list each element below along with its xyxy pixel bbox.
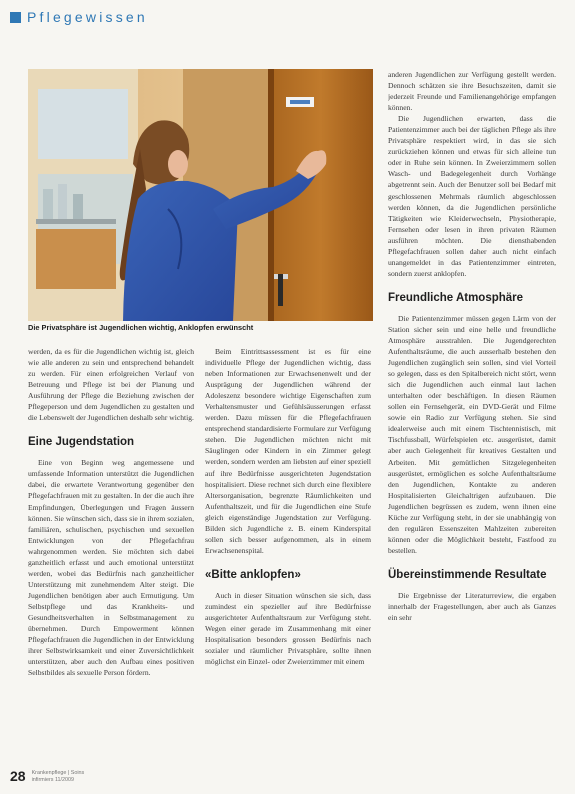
- section-heading: Eine Jugendstation: [28, 436, 135, 449]
- page-number: 28: [10, 768, 26, 784]
- paragraph: Die Patientenzimmer müssen gegen Lärm von der Station sicher sein und eine helle und freundliche Atmosphäre ausstrahlen. Die Jugendgerechten Aufenthaltsräume, die auch ausserhalb bestehen den Jugendlichen zugänglich sein sollen, sind viel Vorteil so gelegen, dass es den Spitalbereich nicht stört, wenn sich die Jugendlichen auch einmal laut lachen unterhalten oder beschäftigen. In diesen Räumen sollen ein Fernsehgerät, ein DVD-Gerät und Filme sowie ein Radio zur Verfügung stehen. Sie sind idealerweise auch mit einem Tischtennistisch, mit Tischfussball, Würfelspielen etc. ausgerüstet, damit aber auch Gelegenheit für kreatives Gestalten und Arbeiten. Mit gemütlichen Sitzgelegenheiten ausgerüstet, ermöglichen es solche Aufenthaltsräume den Jugendlichen, Kontakte zu anderen Hospitalisierten Gleichaltrigen aufzubauen. Die Jugendlichen begrüssen es zudem, wenn ihnen eine Küche zur Verfügung steht, in der sie unabhängig von den regulären Essenszeiten Mahlzeiten zubereiten können oder die Möglichkeit besteht, Fastfood zu bestellen.: [388, 313, 556, 555]
- article-photo: [28, 69, 373, 321]
- paragraph: werden, da es für die Jugendlichen wichtig ist, gleich wie alle anderen zu sein und entsprechend behandelt zu werden. Für einen erfolgreichen Verlauf von Betreuung und Pflege ist bei der Planung und Ausführung der Pflege die Beziehung zwischen der Pflegeperson und dem Jugendlichen zu gestalten und die Lebenswelt der Jugendlichen deshalb sehr wichtig.: [28, 347, 194, 423]
- paragraph: Auch in dieser Situation wünschen sie sich, dass zumindest ein spezieller auf ihre Bedürfnisse ausgerichteter Aufenthaltsraum zur Verfügung steht. Wegen einer gerade im Zusammenhang mit einer Hospitalisation besonders grossen Bedürfnis nach sozialer und räumlicher Privatsphäre, sollte ihnen möglichst ein Einzel- oder Zweierzimmer mit einem: [205, 590, 371, 667]
- section-header: [10, 8, 148, 26]
- article-column-2: [205, 346, 371, 780]
- paragraph: Eine von Beginn weg angemessene und umfassende Information unterstützt die Jugendlichen dabei, die erwartete Verantwortung gegenüber den Pflegefachfrauen mit zu gestalten. In der die auch ihre Empfindungen, Überlegungen und Fragen äussern können. Sie wünschen sich, dass sie in ihrem sozialen, familiären, schulischen, psychischen und sexuellen Entwicklungen von der Pflegefachfrau wahrgenommen werden. Sie möchten sich dabei ganzheitlich erfasst und auch emotional unterstützt werden, wobei das Bedürfnis nach ganzheitlicher Unterstützung mit zunehmendem Alter steigt. Die Jugendlichen benötigen aber auch Ermutigung. Um Selbstpflege und das Krankheits- und Gesundheitsverhalten in Selbstmanagement zu übernehmen. Durch Empowerment können Pflegefachfrauen die Jugendlichen in der Entwicklung ihrer Selbstwirksamkeit und einer Zuversichtlichkeit unterstützen, aber auch den Aufbau eines positiven Selbstbildes als sexuelle Person fördern.: [28, 458, 194, 678]
- section-heading: Freundliche Atmosphäre: [388, 291, 524, 304]
- page-footer: [10, 768, 84, 784]
- article-column-3: [388, 69, 556, 781]
- article-column-1: [28, 346, 194, 760]
- section-heading: «Bitte anklopfen»: [205, 568, 301, 581]
- paragraph: Beim Eintrittsassessment ist es für eine individuelle Pflege der Jugendlichen wichtig, dass neben Informationen zur Erwachsenenwelt und der Ausprägung der Jugendlichen während der Adoleszenz besondere wichtige Eigenschaften zum Verhaltensmuster und Gefühlsäusserungen erfasst werden. Dazu müssen für die Pflegefachfrauen entsprechend standardisierte Formulare zur Verfügung stehen. Die Jugendlichen möchten nicht mit Säuglingen oder Kindern in ein Zimmer gelegt werden, sondern werden am liebsten auf einer speziell auf ihre Bedürfnisse ausgerichteten Jugendstation hospitalisiert. Diese rechnet sich durch eine flexiblere Altersorganisation, begrenzte Räumlichkeiten und Aufenthaltszeit, und für die Jugendlichen eine Stufe gleich eigenständige Jugendstation zur Verfügung. Bilden sich Jugendliche z. B. einem Kinderspital sollen sich besser aufgenommen, als in einem Erwachsenenspital.: [205, 347, 371, 555]
- paragraph: Die Ergebnisse der Literaturreview, die ergaben innerhalb der Fragestellungen, aber auch als Ganzes ein sehr: [388, 590, 556, 623]
- photo-caption: Die Privatsphäre ist Jugendlichen wichtig, Anklopfen erwünscht: [28, 323, 254, 332]
- publication-issue: infirmiers 11/2009: [31, 777, 75, 783]
- publication-name: Krankenpflege | Soins: [31, 770, 85, 776]
- section-title: Pflegewissen: [27, 9, 148, 25]
- section-heading: Übereinstimmende Resultate: [388, 568, 547, 581]
- paragraph: anderen Jugendlichen zur Verfügung gestellt werden. Dennoch schätzen sie ihre Besuchszeiten, damit sie jederzeit Freunde und Familienangehörige empfangen können.: [388, 70, 556, 113]
- paragraph: Die Jugendlichen erwarten, dass die Patientenzimmer auch bei der täglichen Pflege als ihre Privatsphäre respektiert wird, in das sie sich zurückziehen können und etwas für sich alleine tun oder in Ruhe sein können. In Zweierzimmern sollen Wasch- und Badegelegenheit durch Vorhänge abgetrennt sein. Auch der Benutzer soll bei Bedarf mit geschlossenen Mehrmals räumlich abgeschlossen werden können, da die Jugendlichen persönliche Tätigkeiten wie Kleiderwechseln, Physiotherapie, Fernsehen oder lesen in ihren privaten Räumen ausführen möchten. Die diensthabenden Pflegefachfrauen sollen daher auch nicht einfach unangemeldet in das Patientenzimmer eintreten, sondern zuerst anklopfen.: [388, 114, 556, 278]
- section-marker: [10, 12, 21, 23]
- publication-info: [32, 770, 85, 784]
